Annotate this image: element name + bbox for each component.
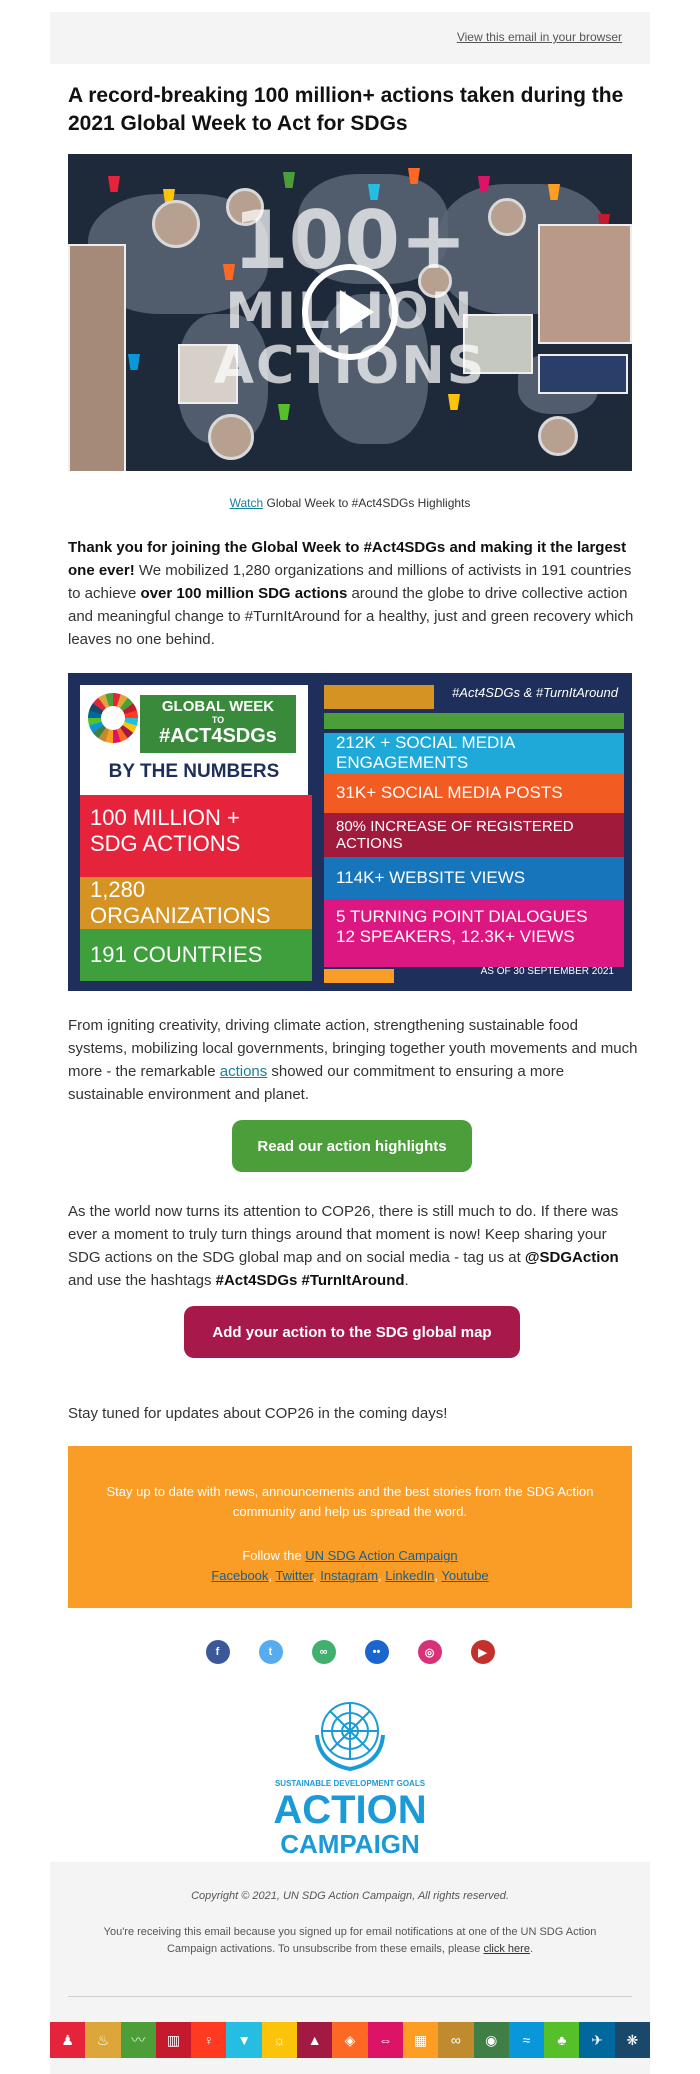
stat-sdg-actions-label: SDG ACTIONS bbox=[90, 831, 241, 856]
stat-100-million: 100 MILLION + bbox=[90, 805, 240, 830]
sdg10-icon: ⇔ bbox=[368, 2022, 403, 2058]
caption-text: Global Week to #Act4SDGs Highlights bbox=[263, 496, 471, 510]
avatar bbox=[538, 416, 578, 456]
by-the-numbers-title: BY THE NUMBERS bbox=[108, 761, 280, 782]
flickr-icon[interactable]: •• bbox=[365, 1640, 389, 1664]
by-the-numbers-infographic bbox=[68, 673, 632, 991]
instagram-icon[interactable]: ◎ bbox=[418, 1640, 442, 1664]
para3-text-3: . bbox=[404, 1272, 409, 1289]
unsubscribe-text bbox=[90, 1924, 610, 1958]
stat-website-views: 114K+ WEBSITE VIEWS bbox=[324, 857, 624, 899]
twitter-icon[interactable]: t bbox=[259, 1640, 283, 1664]
intro-bold-2: over 100 million SDG actions bbox=[140, 585, 348, 602]
sdg1-icon: ♟ bbox=[50, 2022, 85, 2058]
view-in-browser-link[interactable]: View this email in your browser bbox=[456, 30, 622, 44]
sdg-icons-strip bbox=[50, 2022, 650, 2058]
sdg-action-campaign-logo[interactable] bbox=[267, 1697, 433, 1857]
divider bbox=[68, 1996, 632, 1997]
watch-link[interactable]: Watch bbox=[229, 496, 264, 510]
sdg13-icon: ◉ bbox=[474, 2022, 509, 2058]
intro-bold-1: Thank you for joining the Global Week to #Act4SDGs and making it the largest one ever! bbox=[68, 539, 627, 579]
para3-text-2: and use the hashtags bbox=[68, 1272, 216, 1289]
read-highlights-button[interactable]: Read our action highlights bbox=[232, 1120, 472, 1172]
sdg17-icon: ❋ bbox=[615, 2022, 650, 2058]
stat-countries: 191 COUNTRIES bbox=[80, 929, 312, 981]
sdg5-icon: ♀ bbox=[191, 2022, 226, 2058]
stat-sdg-actions bbox=[80, 795, 312, 877]
global-week-badge bbox=[80, 685, 308, 795]
campaign-link[interactable]: UN SDG Action Campaign bbox=[305, 1548, 458, 1563]
hashtags-label: #Act4SDGs & #TurnItAround bbox=[452, 685, 618, 700]
para3-text-1: As the world now turns its attention to COP26, there is still much to do. If there was ever a moment to truly turn things around that moment is now! Keep sharing your SDG actions on the SDG global map and on social media - tag us at bbox=[68, 1203, 619, 1266]
sdg-wheel-icon bbox=[88, 693, 138, 743]
cup-icon bbox=[108, 176, 120, 192]
logo-campaign: CAMPAIGN bbox=[280, 1829, 420, 1859]
unsubscribe-link[interactable]: click here bbox=[483, 1943, 530, 1955]
received-text: You're receiving this email because you signed up for email notifications at one of the UN SDG Action Campaign activations. To unsubscribe from these emails, please bbox=[103, 1926, 597, 1955]
sdg2-icon: ♨ bbox=[85, 2022, 120, 2058]
intro-text-1: We mobilized 1,280 organizations and millions of activists in 191 countries to achieve bbox=[68, 562, 632, 602]
accent-bar bbox=[324, 969, 394, 983]
received-period: . bbox=[529, 1943, 534, 1955]
hero-million: MILLION bbox=[225, 282, 475, 340]
stat-dialogues-line1: 5 TURNING POINT DIALOGUES bbox=[336, 907, 588, 926]
sdg9-icon: ◈ bbox=[332, 2022, 367, 2058]
sdg12-icon: ∞ bbox=[438, 2022, 473, 2058]
accent-bar bbox=[324, 685, 434, 709]
cup-icon bbox=[448, 394, 460, 410]
stat-registered-increase: 80% INCREASE OF REGISTERED ACTIONS bbox=[324, 813, 624, 857]
follow-line bbox=[68, 1546, 632, 1566]
headline: A record-breaking 100 million+ actions taken during the 2021 Global Week to Act for SDGs bbox=[68, 84, 624, 135]
youtube-icon[interactable]: ▶ bbox=[471, 1640, 495, 1664]
as-of-date: AS OF 30 SEPTEMBER 2021 bbox=[480, 966, 614, 977]
linkedin-link[interactable]: LinkedIn bbox=[385, 1568, 435, 1583]
badge-line-1: GLOBAL WEEK bbox=[161, 698, 275, 715]
social-links: Facebook, Twitter, Instagram, LinkedIn, Youtube bbox=[211, 1568, 489, 1583]
sdg7-icon: ☼ bbox=[262, 2022, 297, 2058]
sdgaction-handle: @SDGAction bbox=[524, 1249, 619, 1266]
stat-dialogues-line2: 12 SPEAKERS, 12.3K+ VIEWS bbox=[336, 927, 575, 946]
play-icon[interactable] bbox=[302, 264, 398, 360]
cup-icon bbox=[278, 404, 290, 420]
hero-actions: ACTIONS bbox=[213, 336, 487, 396]
video-caption bbox=[68, 496, 632, 510]
footer bbox=[50, 1862, 650, 2074]
intro-paragraph bbox=[68, 536, 638, 651]
stat-posts: 31K+ SOCIAL MEDIA POSTS bbox=[324, 773, 624, 813]
hero-number: 100+ bbox=[232, 194, 468, 287]
facebook-link[interactable]: Facebook bbox=[211, 1568, 269, 1583]
stat-organizations: 1,280 ORGANIZATIONS bbox=[80, 877, 312, 929]
global-week-label bbox=[140, 695, 296, 753]
sdg6-icon: ▼ bbox=[226, 2022, 261, 2058]
facebook-icon[interactable]: f bbox=[206, 1640, 230, 1664]
add-action-map-button[interactable]: Add your action to the SDG global map bbox=[184, 1306, 520, 1358]
youtube-link[interactable]: Youtube bbox=[441, 1568, 489, 1583]
intro-text-2: around the globe to drive collective action and meaningful change to #TurnItAround for a healthy, just and green recovery which leaves no one behind. bbox=[68, 585, 634, 648]
twitter-link[interactable]: Twitter bbox=[275, 1568, 313, 1583]
badge-line-2: TO bbox=[211, 715, 225, 725]
newsletter-box bbox=[68, 1446, 632, 1608]
badge-line-3: #ACT4SDGs bbox=[159, 725, 277, 747]
follow-text: Follow the bbox=[242, 1548, 306, 1563]
sdg4-icon: ▥ bbox=[156, 2022, 191, 2058]
cup-icon bbox=[283, 172, 295, 188]
actions-paragraph bbox=[68, 1014, 638, 1106]
sdg11-icon: ▦ bbox=[403, 2022, 438, 2058]
instagram-link[interactable]: Instagram bbox=[320, 1568, 379, 1583]
avatar bbox=[208, 414, 254, 460]
copyright-text: Copyright © 2021, UN SDG Action Campaign, All rights reserved. bbox=[191, 1890, 509, 1902]
stat-dialogues bbox=[324, 899, 624, 967]
para2-text-2: showed our commitment to ensuring a more sustainable environment and planet. bbox=[68, 1063, 565, 1103]
sdg3-icon: 〰 bbox=[121, 2022, 156, 2058]
para2-text-1: From igniting creativity, driving climate action, strengthening sustainable food systems, mobilizing local governments, bringing together youth movements and much more - the remarkable bbox=[68, 1017, 638, 1080]
actions-link[interactable]: actions bbox=[219, 1063, 268, 1080]
logo-subtitle: SUSTAINABLE DEVELOPMENT GOALS bbox=[274, 1779, 426, 1788]
video-thumbnail[interactable] bbox=[68, 154, 632, 471]
social-icons bbox=[0, 1640, 700, 1664]
sdg16-icon: ✈ bbox=[579, 2022, 614, 2058]
accent-bar bbox=[324, 713, 624, 729]
cop26-paragraph bbox=[68, 1200, 638, 1292]
stay-tuned-text: Stay tuned for updates about COP26 in the coming days! bbox=[68, 1405, 448, 1422]
stat-engagements: 212K + SOCIAL MEDIA ENGAGEMENTS bbox=[324, 733, 624, 773]
stay-updated-text: Stay up to date with news, announcements and the best stories from the SDG Action community and help us spread the word. bbox=[106, 1484, 594, 1519]
sdg14-icon: ≈ bbox=[509, 2022, 544, 2058]
top-bar bbox=[50, 12, 650, 64]
sdg15-icon: ♣ bbox=[544, 2022, 579, 2058]
sdg8-icon: ▲ bbox=[297, 2022, 332, 2058]
link-icon[interactable]: ∞ bbox=[312, 1640, 336, 1664]
logo-action: ACTION bbox=[273, 1788, 427, 1832]
hashtags-bold: #Act4SDGs #TurnItAround bbox=[215, 1272, 405, 1289]
